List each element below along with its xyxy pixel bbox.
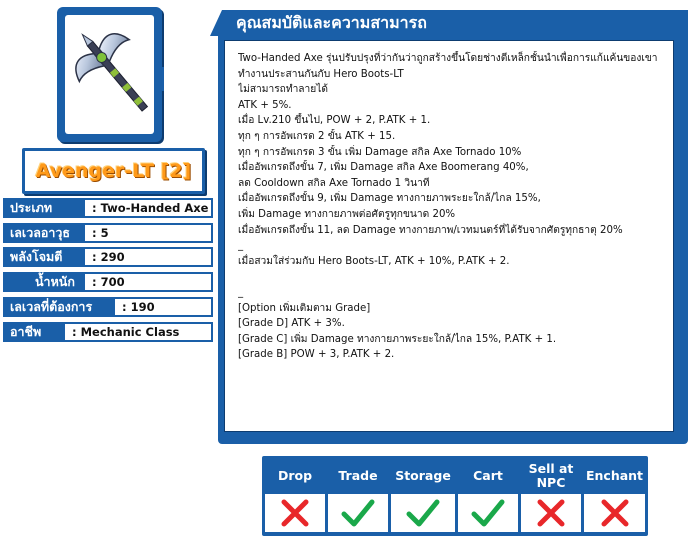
cell-cart — [458, 494, 518, 532]
description-line: เมื่ออัพเกรดถึงขั้น 11, ลด Damage ทางกายภาพ/เวทมนตร์ที่ได้รับจากศัตรูทุกธาตุ 20% — [238, 224, 623, 236]
description-title: คุณสมบัติและความสามารถ — [236, 13, 427, 32]
stat-row-weight — [3, 272, 213, 292]
cell-sell-at-npc — [521, 494, 581, 532]
stat-label: น้ำหนัก — [3, 272, 85, 292]
item-name-bar — [22, 148, 205, 194]
description-line: เมื่ออัพเกรดถึงขั้น 7, เพิ่ม Damage สกิล Axe Boomerang 40%, — [238, 162, 529, 174]
stat-row-required-level — [3, 297, 213, 317]
stat-row-type — [3, 198, 213, 218]
cross-icon — [534, 498, 568, 528]
check-icon — [406, 498, 440, 528]
cell-drop — [265, 494, 325, 532]
stat-label: ประเภท — [3, 198, 85, 218]
cell-storage — [391, 494, 455, 532]
item-image-card — [57, 7, 162, 142]
description-line: _ — [238, 240, 244, 252]
description-line: เพิ่ม Damage ทางกายภาพต่อศัตรูทุกขนาด 20% — [238, 208, 456, 220]
description-line: _ — [238, 286, 244, 298]
description-line: Two-Handed Axe รุ่นปรับปรุงที่ว่ากันว่าถูกสร้างขึ้นโดยช่างตีเหล็กชั้นนำเพื่อการแก้แค้นของเขา — [238, 53, 658, 64]
description-line: ลด Cooldown สกิล Axe Tornado 1 วินาที — [238, 177, 430, 189]
description-line: ไม่สามารถทำลายได้ — [238, 84, 328, 96]
description-line: ATK + 5%. — [238, 99, 292, 111]
card-tab — [154, 67, 164, 91]
description-line: [Grade C] เพิ่ม Damage ทางกายภาพระยะใกล้/ไกล 15%, P.ATK + 1. — [238, 333, 557, 345]
description-line — [238, 269, 667, 285]
stat-row-attack — [3, 247, 213, 267]
item-name: Avenger-LT [2] — [35, 160, 192, 182]
stat-value: : Mechanic Class — [63, 322, 213, 342]
description-text — [224, 40, 674, 432]
column-header-sell-at-npc: Sell at NPC — [528, 461, 574, 490]
column-header-cart: Cart — [473, 468, 503, 483]
description-line: เมื่อ Lv.210 ขึ้นไป, POW + 2, P.ATK + 1. — [238, 115, 431, 127]
description-line: [Grade D] ATK + 3%. — [238, 318, 345, 330]
trade-restriction-table — [262, 456, 648, 536]
column-header-storage: Storage — [395, 468, 451, 483]
stat-value: : 190 — [113, 297, 213, 317]
column-header-enchant: Enchant — [585, 468, 644, 483]
stat-row-job — [3, 322, 213, 342]
stat-label: พลังโจมตี — [3, 247, 85, 267]
column-header-trade: Trade — [338, 468, 378, 483]
stat-value: : 700 — [83, 272, 213, 292]
stat-label: อาชีพ — [3, 322, 65, 342]
cell-trade — [328, 494, 388, 532]
description-frame — [218, 34, 688, 444]
stat-label: เลเวลที่ต้องการ — [3, 297, 115, 317]
stat-row-weapon-level — [3, 223, 213, 243]
stat-value: : 290 — [83, 247, 213, 267]
check-icon — [471, 498, 505, 528]
description-line: ทุก ๆ การอัพเกรด 3 ขั้น เพิ่ม Damage สกิล Axe Tornado 10% — [238, 146, 522, 158]
column-header-drop: Drop — [277, 468, 313, 483]
two-handed-axe-icon — [67, 17, 152, 132]
description-line: ทำงานประสานกันกับ Hero Boots-LT — [238, 68, 404, 80]
description-line: เมื่ออัพเกรดถึงขั้น 9, เพิ่ม Damage ทางกายภาพระยะใกล้/ไกล 15%, — [238, 193, 541, 205]
description-header — [210, 10, 688, 36]
cross-icon — [278, 498, 312, 528]
stat-value: : 5 — [83, 223, 213, 243]
cell-enchant — [584, 494, 645, 532]
description-line: เมื่อสวมใส่ร่วมกับ Hero Boots-LT, ATK + 10%, P.ATK + 2. — [238, 255, 510, 267]
check-icon — [341, 498, 375, 528]
description-line: [Grade B] POW + 3, P.ATK + 2. — [238, 349, 395, 361]
stat-value: : Two-Handed Axe — [83, 198, 213, 218]
stat-label: เลเวลอาวุธ — [3, 223, 85, 243]
description-line: [Option เพิ่มเติมตาม Grade] — [238, 302, 371, 314]
cross-icon — [598, 498, 632, 528]
description-line: ทุก ๆ การอัพเกรด 2 ขั้น ATK + 15. — [238, 130, 396, 142]
